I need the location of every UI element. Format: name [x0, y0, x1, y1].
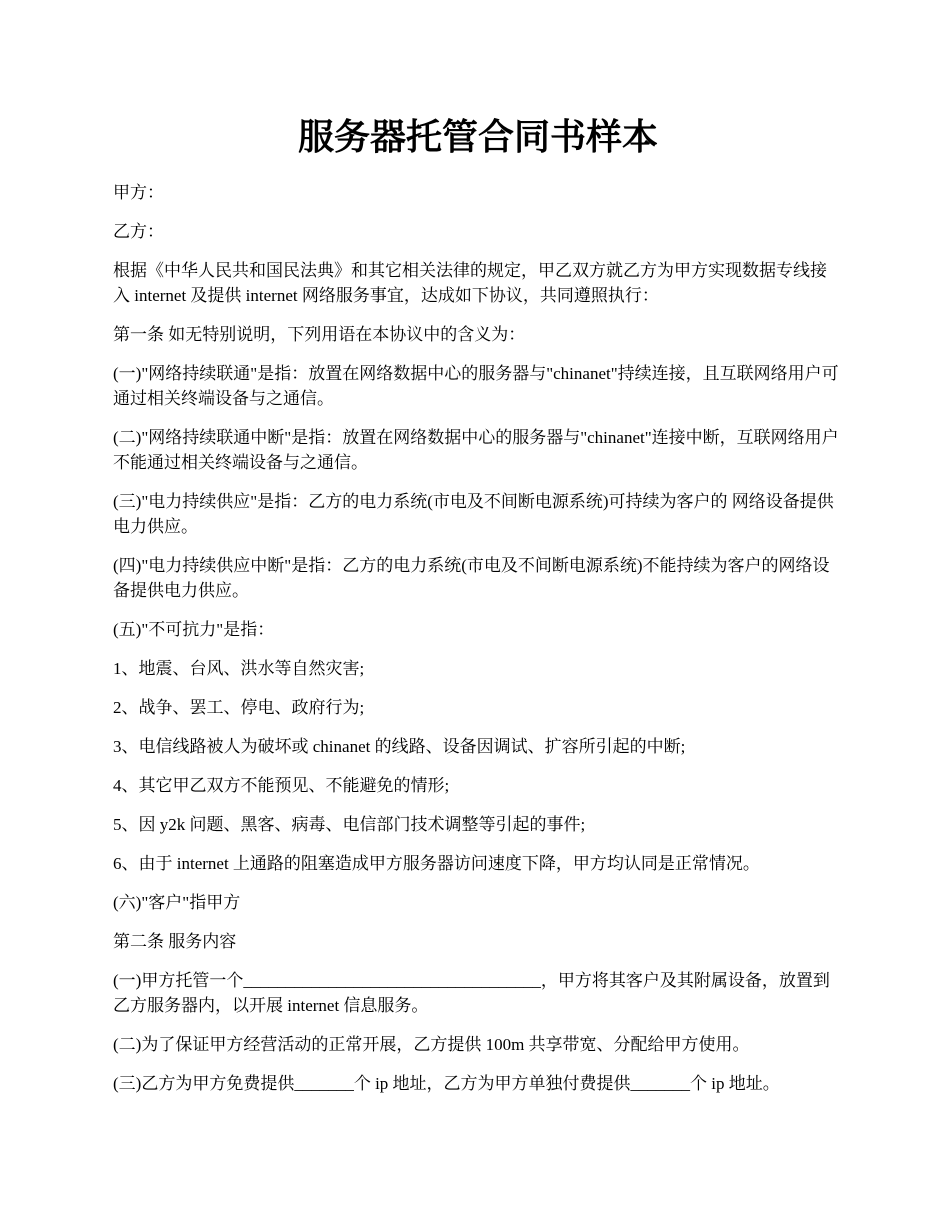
force-majeure-item-2: 2、战争、罢工、停电、政府行为; [113, 698, 365, 717]
service-item-3: (三)乙方为甲方免费提供_______个 ip 地址，乙方为甲方单独付费提供_______个 ip 地址。 [113, 1074, 780, 1093]
definition-1: (一)"网络持续联通"是指：放置在网络数据中心的服务器与"chinanet"持续连接，且互联网络用户可通过相关终端设备与之通信。 [113, 364, 839, 408]
force-majeure-item-5: 5、因 y2k 问题、黑客、病毒、电信部门技术调整等引起的事件; [113, 815, 586, 834]
definition-2: (二)"网络持续联通中断"是指：放置在网络数据中心的服务器与"chinanet"连接中断，互联网络用户不能通过相关终端设备与之通信。 [113, 428, 839, 472]
article-2-heading: 第二条 服务内容 [113, 932, 237, 951]
document-body [113, 180, 843, 1110]
force-majeure-item-4: 4、其它甲乙双方不能预见、不能避免的情形; [113, 776, 450, 795]
force-majeure-item-1: 1、地震、台风、洪水等自然灾害; [113, 659, 365, 678]
force-majeure-item-6: 6、由于 internet 上通路的阻塞造成甲方服务器访问速度下降，甲方均认同是正常情况。 [113, 854, 760, 873]
definition-4: (四)"电力持续供应中断"是指：乙方的电力系统(市电及不间断电源系统)不能持续为客户的网络设备提供电力供应。 [113, 556, 830, 600]
force-majeure-item-3: 3、电信线路被人为破坏或 chinanet 的线路、设备因调试、扩容所引起的中断; [113, 737, 686, 756]
party-b-line: 乙方： [113, 222, 164, 241]
preamble-paragraph: 根据《中华人民共和国民法典》和其它相关法律的规定，甲乙双方就乙方为甲方实现数据专线接入 internet 及提供 internet 网络服务事宜，达成如下协议，共同遵照执行： [113, 261, 827, 305]
service-item-2: (二)为了保证甲方经营活动的正常开展，乙方提供 100m 共享带宽、分配给甲方使用。 [113, 1035, 750, 1054]
definition-3: (三)"电力持续供应"是指：乙方的电力系统(市电及不间断电源系统)可持续为客户的 网络设备提供电力供应。 [113, 492, 834, 536]
definition-5: (五)"不可抗力"是指： [113, 620, 275, 639]
document-title: 服务器托管合同书样本 [297, 117, 658, 157]
service-item-1: (一)甲方托管一个___________________________________，甲方将其客户及其附属设备，放置到乙方服务器内，以开展 internet 信息服务。 [113, 971, 830, 1015]
party-a-line: 甲方： [113, 183, 164, 202]
article-1-heading: 第一条 如无特别说明，下列用语在本协议中的含义为： [113, 325, 526, 344]
definition-6: (六)"客户"指甲方 [113, 893, 241, 912]
